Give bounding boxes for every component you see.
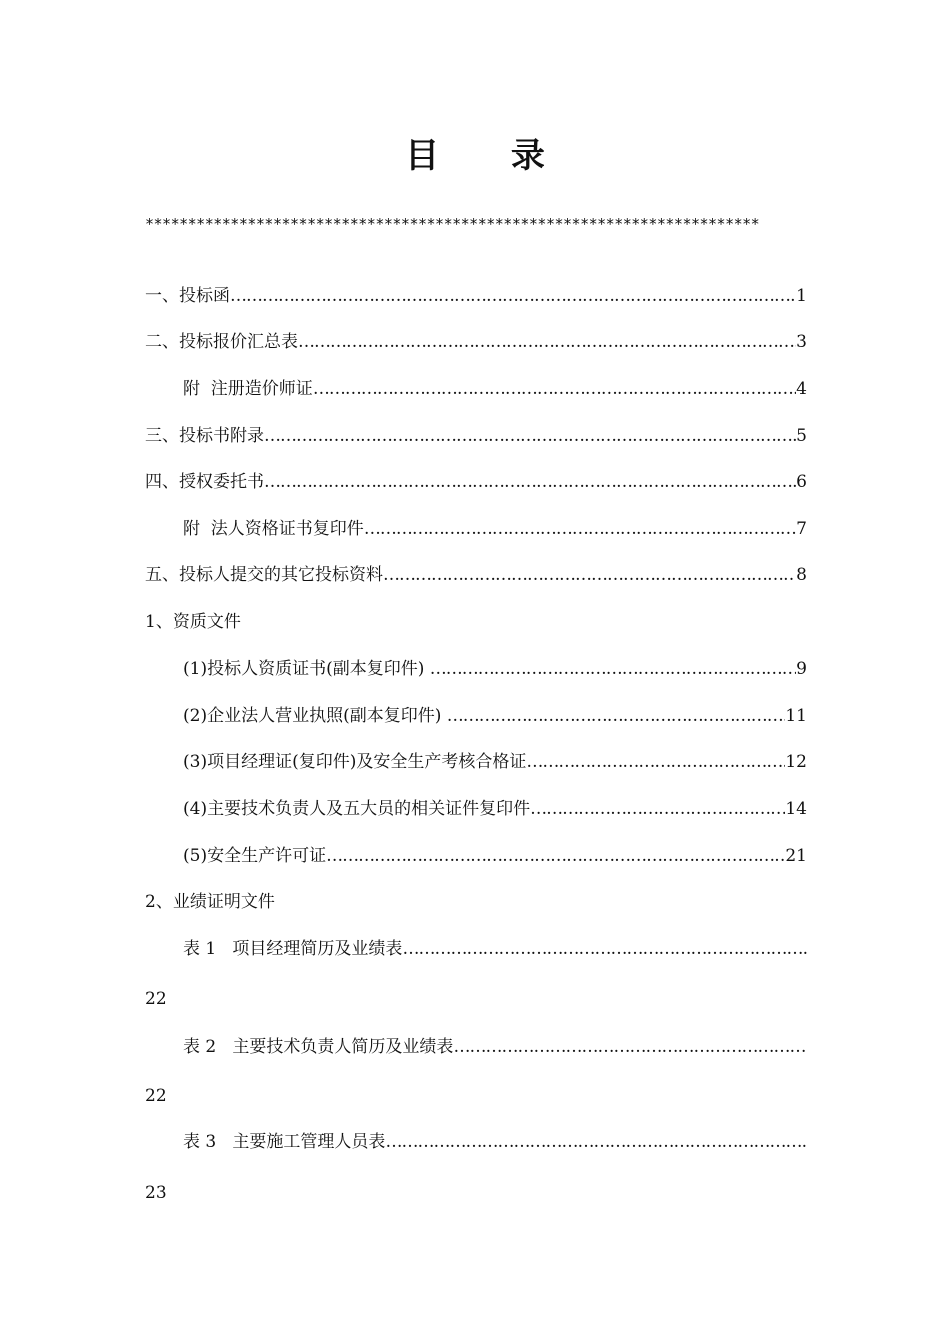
toc-leader-dots bbox=[230, 284, 796, 308]
toc-leader-dots bbox=[385, 1130, 807, 1154]
page-title: 目 录 bbox=[405, 136, 575, 176]
toc-entry[interactable] bbox=[183, 517, 807, 541]
toc-page-number: 6 bbox=[796, 472, 807, 492]
separator-line: ************************************************************************ bbox=[145, 215, 760, 233]
toc-entry[interactable] bbox=[145, 330, 807, 354]
toc-page-number: 22 bbox=[145, 1086, 167, 1106]
toc-page-number: 9 bbox=[796, 659, 807, 679]
toc-entry[interactable] bbox=[183, 1130, 807, 1154]
toc-page-number: 7 bbox=[796, 519, 807, 539]
toc-page-number: 1 bbox=[796, 286, 807, 306]
toc-entry-text: 表 1 项目经理简历及业绩表 bbox=[183, 939, 403, 959]
toc-leader-dots bbox=[526, 750, 785, 774]
toc-entry-text: (4)主要技术负责人及五大员的相关证件复印件 bbox=[183, 799, 531, 819]
toc-entry-text: 表 3 主要施工管理人员表 bbox=[183, 1132, 386, 1152]
toc-entry[interactable] bbox=[183, 1035, 807, 1059]
toc-entry-text: 表 2 主要技术负责人简历及业绩表 bbox=[183, 1037, 454, 1057]
toc-entry-text: (2)企业法人营业执照(副本复印件) bbox=[183, 706, 447, 726]
toc-leader-dots bbox=[530, 797, 785, 821]
toc-entry[interactable] bbox=[183, 797, 807, 821]
section-heading-performance: 2、业绩证明文件 bbox=[145, 892, 275, 912]
toc-page-number: 12 bbox=[785, 752, 807, 772]
toc-entry-text: (3)项目经理证(复印件)及安全生产考核合格证 bbox=[183, 752, 527, 772]
toc-leader-dots bbox=[453, 1035, 807, 1059]
toc-page-number: 8 bbox=[796, 565, 807, 585]
toc-entry-text: 五、投标人提交的其它投标资料 bbox=[145, 565, 383, 585]
toc-leader-dots bbox=[326, 844, 785, 868]
toc-entry[interactable] bbox=[183, 844, 807, 868]
toc-entry[interactable] bbox=[183, 377, 807, 401]
toc-page-number: 14 bbox=[785, 799, 807, 819]
toc-entry-text: (1)投标人资质证书(副本复印件) bbox=[183, 659, 430, 679]
toc-entry[interactable] bbox=[183, 704, 807, 728]
toc-entry-text: (5)安全生产许可证 bbox=[183, 846, 327, 866]
toc-page-number: 5 bbox=[796, 426, 807, 446]
toc-entry[interactable] bbox=[145, 424, 807, 448]
toc-entry[interactable] bbox=[183, 937, 807, 961]
toc-page-number: 4 bbox=[796, 379, 807, 399]
toc-entry[interactable] bbox=[145, 470, 807, 494]
toc-entry-text: 二、投标报价汇总表 bbox=[145, 332, 298, 352]
toc-leader-dots bbox=[364, 517, 796, 541]
toc-entry[interactable] bbox=[183, 657, 807, 681]
toc-entry[interactable] bbox=[145, 563, 807, 587]
toc-page-number: 21 bbox=[785, 846, 807, 866]
toc-leader-dots bbox=[298, 330, 796, 354]
toc-page-number: 3 bbox=[796, 332, 807, 352]
toc-leader-dots bbox=[430, 657, 796, 681]
toc-leader-dots bbox=[264, 470, 796, 494]
toc-leader-dots bbox=[313, 377, 796, 401]
toc-leader-dots bbox=[402, 937, 807, 961]
toc-entry-text: 一、投标函 bbox=[145, 286, 230, 306]
toc-entry-text: 附 注册造价师证 bbox=[183, 379, 313, 399]
toc-page-number: 22 bbox=[145, 989, 167, 1009]
section-heading-qualification: 1、资质文件 bbox=[145, 612, 241, 632]
toc-entry-text: 三、投标书附录 bbox=[145, 426, 264, 446]
toc-entry[interactable] bbox=[145, 284, 807, 308]
toc-entry[interactable] bbox=[183, 750, 807, 774]
toc-leader-dots bbox=[383, 563, 796, 587]
toc-leader-dots bbox=[264, 424, 796, 448]
toc-entry-text: 四、授权委托书 bbox=[145, 472, 264, 492]
toc-page-number: 11 bbox=[785, 706, 807, 726]
toc-leader-dots bbox=[447, 704, 786, 728]
toc-entry-text: 附 法人资格证书复印件 bbox=[183, 519, 364, 539]
toc-page-number: 23 bbox=[145, 1183, 167, 1203]
